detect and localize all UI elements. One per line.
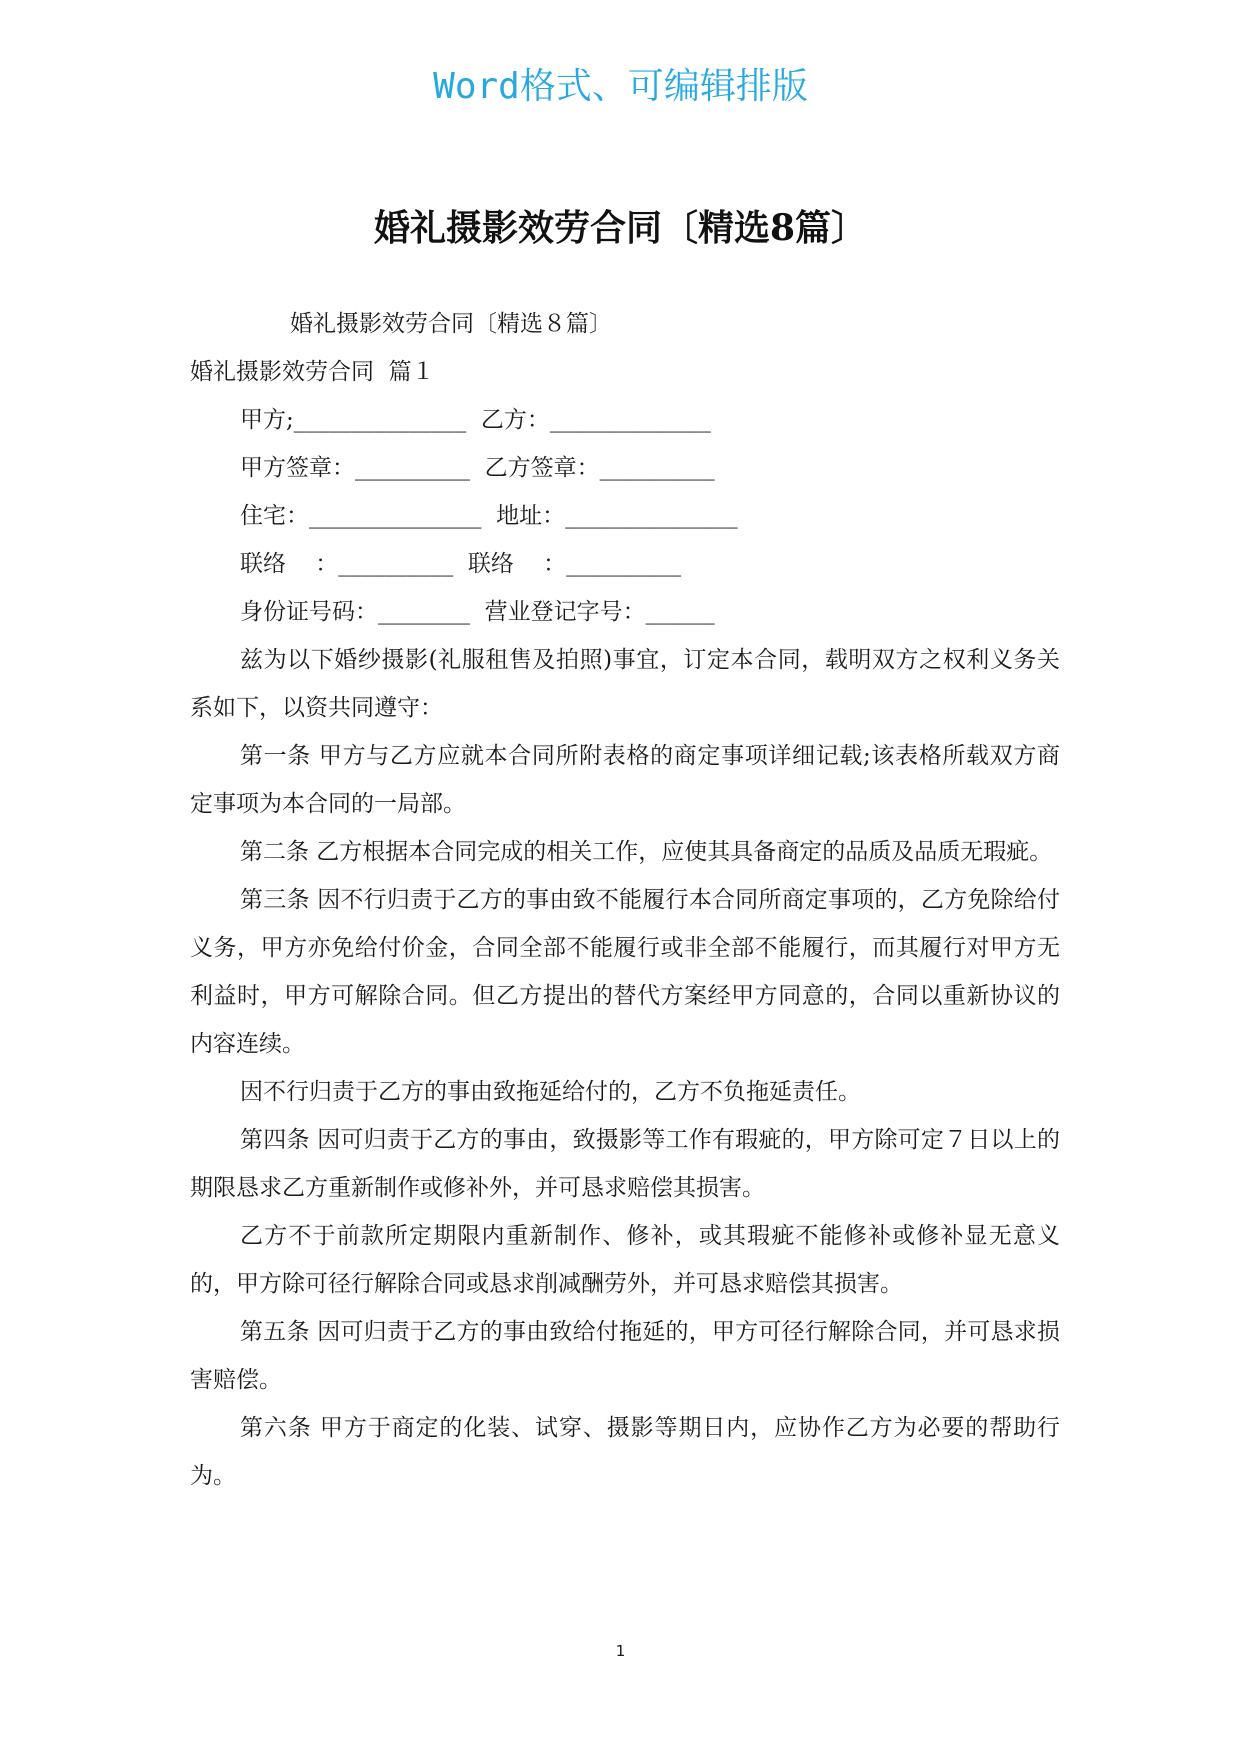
paragraph: 第六条 甲方于商定的化装、试穿、摄影等期日内，应协作乙方为必要的帮助行为。 — [190, 1415, 1060, 1489]
form-field-line: 身份证号码：________ 营业登记字号：______ — [240, 599, 715, 625]
paragraph: 乙方不于前款所定期限内重新制作、修补，或其瑕疵不能修补或修补显无意义的，甲方除可径行解除合同或恳求削减酬劳外，并可恳求赔偿其损害。 — [190, 1223, 1060, 1297]
document-title: 婚礼摄影效劳合同〔精选8篇〕 — [373, 207, 868, 249]
page-number: 1 — [615, 1642, 626, 1660]
paragraph: 第五条 因可归责于乙方的事由致给付拖延的，甲方可径行解除合同，并可恳求损害赔偿。 — [190, 1319, 1060, 1393]
watermark-header: Word格式、可编辑排版 — [433, 66, 808, 107]
paragraph: 第一条 甲方与乙方应就本合同所附表格的商定事项详细记载;该表格所载双方商定事项为本合同的一局部。 — [190, 743, 1060, 817]
section-title: 婚礼摄影效劳合同 篇１ — [190, 359, 435, 385]
document-subtitle: 婚礼摄影效劳合同〔精选８篇〕 — [290, 311, 612, 337]
paragraph: 第三条 因不行归责于乙方的事由致不能履行本合同所商定事项的，乙方免除给付义务，甲方亦免给付价金，合同全部不能履行或非全部不能履行，而其履行对甲方无利益时，甲方可解除合同。但乙方提出的替代方案经甲方同意的，合同以重新协议的内容连续。 — [190, 887, 1060, 1057]
paragraph: 兹为以下婚纱摄影(礼服租售及拍照)事宜，订定本合同，载明双方之权利义务关系如下，以资共同遵守： — [190, 647, 1060, 721]
paragraph: 第四条 因可归责于乙方的事由，致摄影等工作有瑕疵的，甲方除可定７日以上的期限恳求乙方重新制作或修补外，并可恳求赔偿其损害。 — [190, 1127, 1060, 1201]
paragraph: 第二条 乙方根据本合同完成的相关工作，应使其具备商定的品质及品质无瑕疵。 — [240, 839, 1053, 865]
form-field-line: 联络 ：__________ 联络 ：__________ — [240, 551, 682, 577]
form-field-line: 甲方签章：__________ 乙方签章：__________ — [240, 455, 715, 481]
document-body — [190, 300, 1060, 1500]
paragraph: 因不行归责于乙方的事由致拖延给付的，乙方不负拖延责任。 — [240, 1079, 861, 1105]
form-field-line: 住宅：_______________ 地址：_______________ — [240, 503, 738, 529]
form-field-line: 甲方;_______________ 乙方：______________ — [240, 407, 711, 433]
